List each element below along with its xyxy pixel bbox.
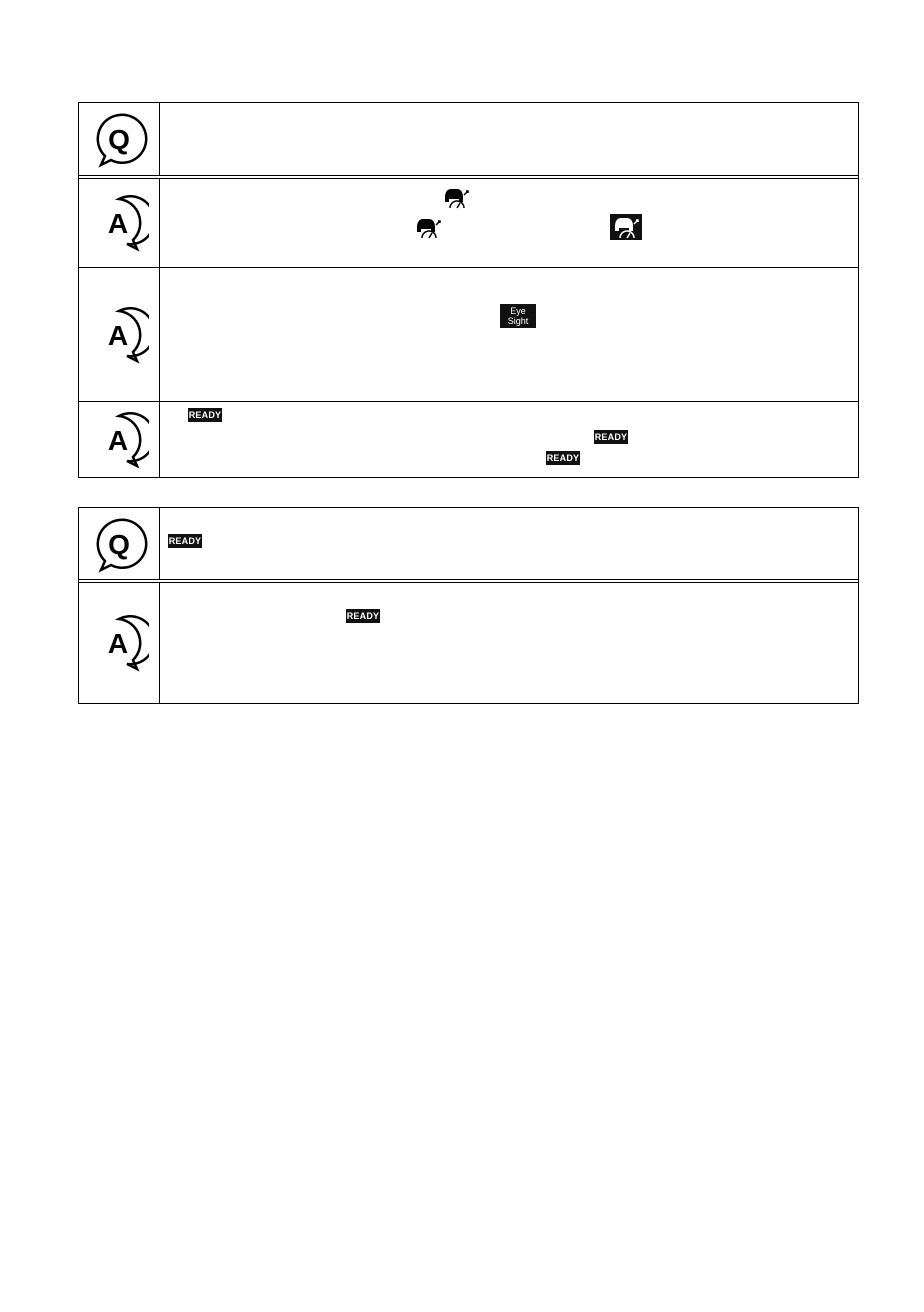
badge-cell xyxy=(79,103,160,175)
answer-text-4 xyxy=(160,583,858,703)
answer-row-4 xyxy=(79,583,858,703)
ready-indicator-icon: READY xyxy=(346,611,380,621)
eyesight-off-icon: Eye Sight xyxy=(500,304,536,328)
answer-row-2 xyxy=(79,267,858,401)
question-text-1 xyxy=(160,103,858,175)
qa-table-1 xyxy=(78,102,859,478)
answer-badge-icon xyxy=(89,613,149,673)
answer-badge-letter: A xyxy=(107,424,129,456)
answer-row-3 xyxy=(79,401,858,477)
adaptive-cruise-indicator-icon xyxy=(414,217,442,239)
question-text-2 xyxy=(160,508,858,579)
adaptive-cruise-indicator-icon xyxy=(442,187,470,209)
answer-text-3 xyxy=(160,402,858,477)
ready-indicator-icon: READY xyxy=(594,432,628,442)
ready-indicator-icon: READY xyxy=(546,453,580,463)
question-badge-letter: Q xyxy=(108,528,130,560)
answer-badge-icon xyxy=(89,410,149,470)
answer-text-2 xyxy=(160,268,858,401)
ready-indicator-icon: READY xyxy=(188,410,222,420)
question-badge-icon xyxy=(89,109,149,169)
answer-badge-icon xyxy=(89,193,149,253)
answer-badge-icon xyxy=(89,305,149,365)
badge-cell xyxy=(79,583,160,703)
answer-row-1 xyxy=(79,179,858,267)
qa-table-2 xyxy=(78,507,859,704)
question-row-1 xyxy=(79,103,858,179)
answer-text-1 xyxy=(160,179,858,267)
answer-badge-letter: A xyxy=(107,319,129,351)
adaptive-cruise-warning-icon xyxy=(610,214,642,240)
answer-badge-letter: A xyxy=(107,628,129,659)
badge-cell xyxy=(79,268,160,401)
badge-cell xyxy=(79,508,160,579)
answer-badge-letter: A xyxy=(107,208,129,239)
question-row-2 xyxy=(79,508,858,583)
badge-cell xyxy=(79,402,160,477)
question-badge-letter: Q xyxy=(108,124,130,155)
question-badge-icon xyxy=(89,514,149,574)
badge-cell xyxy=(79,179,160,267)
ready-indicator-icon: READY xyxy=(168,536,202,546)
